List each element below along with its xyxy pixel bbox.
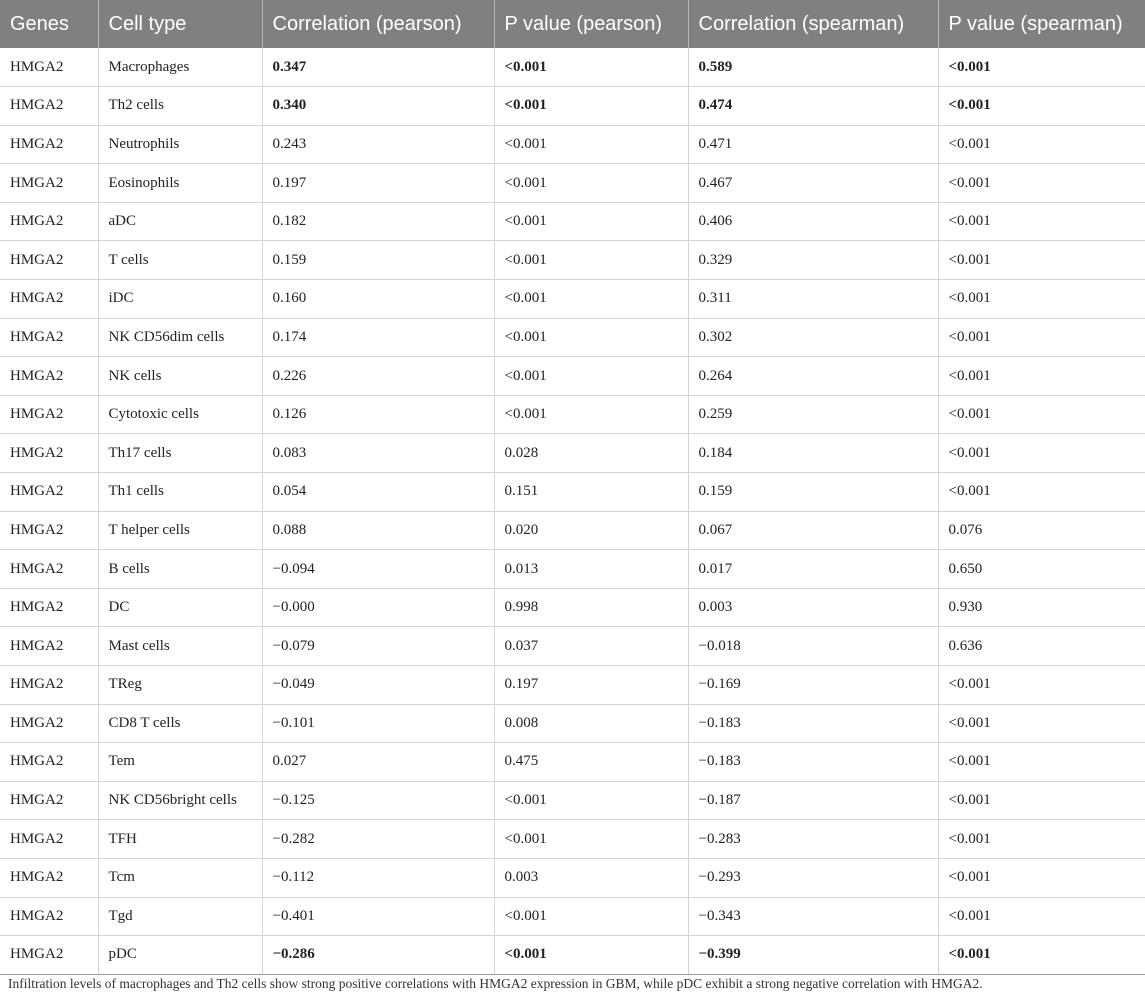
cell-p-value-spearman: <0.001 — [938, 666, 1145, 705]
cell-p-value-pearson: 0.151 — [494, 473, 688, 512]
cell-correlation-spearman: −0.283 — [688, 820, 938, 859]
cell-gene: HMGA2 — [0, 87, 98, 126]
cell-gene: HMGA2 — [0, 897, 98, 936]
cell-gene: HMGA2 — [0, 164, 98, 203]
table-row — [0, 550, 1145, 589]
table-row — [0, 781, 1145, 820]
cell-correlation-spearman: 0.329 — [688, 241, 938, 280]
cell-cell-type: T cells — [98, 241, 262, 280]
cell-cell-type: NK CD56bright cells — [98, 781, 262, 820]
cell-correlation-pearson: 0.340 — [262, 87, 494, 126]
table-row — [0, 164, 1145, 203]
cell-p-value-pearson: <0.001 — [494, 936, 688, 975]
cell-correlation-pearson: 0.159 — [262, 241, 494, 280]
table-caption: Infiltration levels of macrophages and Th2 cells show strong positive correlations with HMGA2 expression in GBM, while pDC exhibit a strong negative correlation with HMGA2. — [8, 976, 983, 991]
cell-p-value-spearman: <0.001 — [938, 473, 1145, 512]
cell-correlation-spearman: −0.183 — [688, 743, 938, 782]
table-row — [0, 704, 1145, 743]
cell-gene: HMGA2 — [0, 704, 98, 743]
cell-cell-type: iDC — [98, 280, 262, 319]
cell-correlation-pearson: 0.054 — [262, 473, 494, 512]
table-row — [0, 202, 1145, 241]
cell-correlation-spearman: 0.264 — [688, 357, 938, 396]
cell-gene: HMGA2 — [0, 318, 98, 357]
table-body — [0, 48, 1145, 974]
cell-gene: HMGA2 — [0, 241, 98, 280]
cell-gene: HMGA2 — [0, 280, 98, 319]
cell-correlation-spearman: −0.169 — [688, 666, 938, 705]
table-row — [0, 820, 1145, 859]
cell-correlation-pearson: 0.174 — [262, 318, 494, 357]
table-row — [0, 125, 1145, 164]
cell-correlation-pearson: 0.226 — [262, 357, 494, 396]
cell-correlation-pearson: −0.000 — [262, 588, 494, 627]
cell-correlation-spearman: −0.187 — [688, 781, 938, 820]
cell-cell-type: NK CD56dim cells — [98, 318, 262, 357]
cell-correlation-spearman: 0.184 — [688, 434, 938, 473]
cell-p-value-spearman: <0.001 — [938, 318, 1145, 357]
cell-correlation-spearman: 0.159 — [688, 473, 938, 512]
cell-p-value-pearson: <0.001 — [494, 318, 688, 357]
cell-p-value-spearman: <0.001 — [938, 48, 1145, 87]
cell-correlation-spearman: 0.406 — [688, 202, 938, 241]
cell-gene: HMGA2 — [0, 48, 98, 87]
cell-correlation-spearman: 0.067 — [688, 511, 938, 550]
cell-correlation-pearson: −0.079 — [262, 627, 494, 666]
cell-p-value-pearson: <0.001 — [494, 395, 688, 434]
cell-cell-type: pDC — [98, 936, 262, 975]
cell-correlation-spearman: 0.471 — [688, 125, 938, 164]
header-p-value-spearman: P value (spearman) — [938, 0, 1145, 48]
table-header — [0, 0, 1145, 48]
cell-correlation-spearman: −0.018 — [688, 627, 938, 666]
cell-p-value-spearman: <0.001 — [938, 858, 1145, 897]
cell-cell-type: NK cells — [98, 357, 262, 396]
cell-gene: HMGA2 — [0, 202, 98, 241]
cell-p-value-spearman: 0.930 — [938, 588, 1145, 627]
cell-p-value-spearman: 0.076 — [938, 511, 1145, 550]
table-row — [0, 627, 1145, 666]
table-row — [0, 357, 1145, 396]
cell-cell-type: B cells — [98, 550, 262, 589]
cell-cell-type: CD8 T cells — [98, 704, 262, 743]
cell-cell-type: Tcm — [98, 858, 262, 897]
cell-correlation-pearson: 0.083 — [262, 434, 494, 473]
cell-correlation-pearson: 0.347 — [262, 48, 494, 87]
cell-p-value-pearson: <0.001 — [494, 781, 688, 820]
cell-p-value-pearson: <0.001 — [494, 357, 688, 396]
cell-cell-type: Eosinophils — [98, 164, 262, 203]
cell-correlation-pearson: −0.094 — [262, 550, 494, 589]
header-p-value-pearson: P value (pearson) — [494, 0, 688, 48]
cell-p-value-pearson: 0.037 — [494, 627, 688, 666]
cell-gene: HMGA2 — [0, 473, 98, 512]
cell-p-value-spearman: 0.636 — [938, 627, 1145, 666]
cell-correlation-spearman: −0.399 — [688, 936, 938, 975]
table-row — [0, 588, 1145, 627]
cell-p-value-pearson: <0.001 — [494, 241, 688, 280]
table-row — [0, 858, 1145, 897]
cell-p-value-spearman: <0.001 — [938, 202, 1145, 241]
cell-cell-type: Neutrophils — [98, 125, 262, 164]
cell-p-value-spearman: <0.001 — [938, 781, 1145, 820]
cell-gene: HMGA2 — [0, 820, 98, 859]
table-row — [0, 666, 1145, 705]
header-genes: Genes — [0, 0, 98, 48]
cell-correlation-pearson: 0.027 — [262, 743, 494, 782]
cell-p-value-spearman: <0.001 — [938, 704, 1145, 743]
cell-gene: HMGA2 — [0, 588, 98, 627]
cell-p-value-pearson: 0.020 — [494, 511, 688, 550]
header-row — [0, 0, 1145, 48]
table-row — [0, 434, 1145, 473]
cell-correlation-pearson: 0.243 — [262, 125, 494, 164]
cell-cell-type: DC — [98, 588, 262, 627]
cell-p-value-spearman: <0.001 — [938, 395, 1145, 434]
cell-p-value-spearman: <0.001 — [938, 241, 1145, 280]
cell-gene: HMGA2 — [0, 781, 98, 820]
cell-gene: HMGA2 — [0, 357, 98, 396]
table-row — [0, 395, 1145, 434]
cell-p-value-pearson: <0.001 — [494, 164, 688, 203]
cell-p-value-pearson: 0.998 — [494, 588, 688, 627]
table-row — [0, 743, 1145, 782]
cell-p-value-pearson: <0.001 — [494, 820, 688, 859]
cell-correlation-pearson: 0.088 — [262, 511, 494, 550]
cell-p-value-pearson: <0.001 — [494, 125, 688, 164]
cell-correlation-pearson: −0.125 — [262, 781, 494, 820]
cell-cell-type: Th2 cells — [98, 87, 262, 126]
cell-correlation-pearson: 0.126 — [262, 395, 494, 434]
cell-gene: HMGA2 — [0, 125, 98, 164]
cell-p-value-pearson: <0.001 — [494, 202, 688, 241]
table-row — [0, 473, 1145, 512]
cell-correlation-spearman: 0.311 — [688, 280, 938, 319]
cell-correlation-spearman: 0.589 — [688, 48, 938, 87]
cell-cell-type: Mast cells — [98, 627, 262, 666]
cell-p-value-spearman: <0.001 — [938, 820, 1145, 859]
cell-gene: HMGA2 — [0, 936, 98, 975]
cell-cell-type: Th17 cells — [98, 434, 262, 473]
cell-correlation-pearson: −0.101 — [262, 704, 494, 743]
cell-correlation-pearson: −0.282 — [262, 820, 494, 859]
cell-p-value-spearman: <0.001 — [938, 743, 1145, 782]
cell-correlation-spearman: 0.302 — [688, 318, 938, 357]
cell-correlation-spearman: −0.293 — [688, 858, 938, 897]
cell-p-value-pearson: <0.001 — [494, 280, 688, 319]
cell-gene: HMGA2 — [0, 743, 98, 782]
cell-correlation-pearson: 0.197 — [262, 164, 494, 203]
cell-p-value-spearman: <0.001 — [938, 357, 1145, 396]
cell-p-value-pearson: 0.197 — [494, 666, 688, 705]
cell-cell-type: aDC — [98, 202, 262, 241]
cell-p-value-spearman: <0.001 — [938, 164, 1145, 203]
cell-p-value-pearson: 0.013 — [494, 550, 688, 589]
cell-cell-type: Macrophages — [98, 48, 262, 87]
table-row — [0, 897, 1145, 936]
cell-gene: HMGA2 — [0, 550, 98, 589]
table-row — [0, 318, 1145, 357]
cell-p-value-pearson: <0.001 — [494, 897, 688, 936]
cell-p-value-pearson: 0.003 — [494, 858, 688, 897]
cell-correlation-pearson: −0.112 — [262, 858, 494, 897]
cell-gene: HMGA2 — [0, 434, 98, 473]
cell-cell-type: Tem — [98, 743, 262, 782]
cell-cell-type: TFH — [98, 820, 262, 859]
cell-correlation-spearman: 0.017 — [688, 550, 938, 589]
table-row — [0, 241, 1145, 280]
cell-gene: HMGA2 — [0, 666, 98, 705]
cell-correlation-pearson: −0.286 — [262, 936, 494, 975]
cell-cell-type: T helper cells — [98, 511, 262, 550]
cell-p-value-spearman: <0.001 — [938, 897, 1145, 936]
cell-p-value-pearson: 0.475 — [494, 743, 688, 782]
table-row — [0, 87, 1145, 126]
cell-p-value-pearson: 0.008 — [494, 704, 688, 743]
cell-correlation-pearson: 0.182 — [262, 202, 494, 241]
cell-correlation-spearman: 0.259 — [688, 395, 938, 434]
cell-p-value-spearman: 0.650 — [938, 550, 1145, 589]
cell-cell-type: Cytotoxic cells — [98, 395, 262, 434]
cell-p-value-pearson: <0.001 — [494, 87, 688, 126]
header-cell-type: Cell type — [98, 0, 262, 48]
cell-correlation-pearson: −0.401 — [262, 897, 494, 936]
header-correlation-pearson: Correlation (pearson) — [262, 0, 494, 48]
table-row — [0, 511, 1145, 550]
cell-gene: HMGA2 — [0, 858, 98, 897]
table-row — [0, 280, 1145, 319]
cell-p-value-spearman: <0.001 — [938, 936, 1145, 975]
table-row — [0, 936, 1145, 975]
cell-p-value-spearman: <0.001 — [938, 434, 1145, 473]
cell-cell-type: Tgd — [98, 897, 262, 936]
cell-correlation-spearman: 0.003 — [688, 588, 938, 627]
header-correlation-spearman: Correlation (spearman) — [688, 0, 938, 48]
cell-correlation-pearson: 0.160 — [262, 280, 494, 319]
cell-p-value-spearman: <0.001 — [938, 280, 1145, 319]
cell-cell-type: Th1 cells — [98, 473, 262, 512]
cell-p-value-pearson: <0.001 — [494, 48, 688, 87]
cell-gene: HMGA2 — [0, 511, 98, 550]
cell-cell-type: TReg — [98, 666, 262, 705]
cell-correlation-spearman: −0.183 — [688, 704, 938, 743]
cell-correlation-spearman: 0.474 — [688, 87, 938, 126]
cell-correlation-spearman: −0.343 — [688, 897, 938, 936]
table-row — [0, 48, 1145, 87]
cell-correlation-pearson: −0.049 — [262, 666, 494, 705]
cell-gene: HMGA2 — [0, 395, 98, 434]
cell-p-value-spearman: <0.001 — [938, 87, 1145, 126]
cell-p-value-spearman: <0.001 — [938, 125, 1145, 164]
cell-gene: HMGA2 — [0, 627, 98, 666]
cell-p-value-pearson: 0.028 — [494, 434, 688, 473]
cell-correlation-spearman: 0.467 — [688, 164, 938, 203]
